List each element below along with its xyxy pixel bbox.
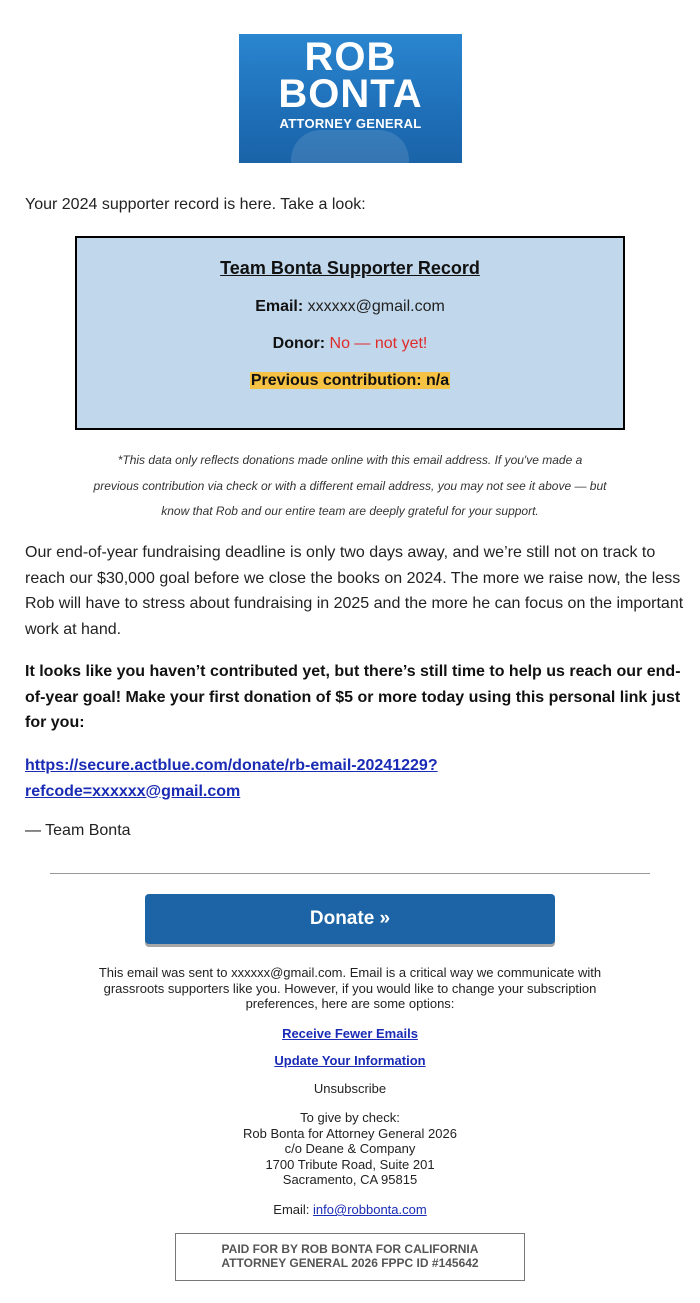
personal-donate-link[interactable] [25, 757, 438, 800]
footer-sent-line: This email was sent to xxxxxx@gmail.com. Email is a critical way we communicate with [98, 965, 602, 980]
donate-link-paragraph [25, 753, 685, 804]
logo-building-shape [291, 130, 409, 163]
logo-line-bonta: BONTA [278, 72, 423, 116]
logo-line-rob: ROB [304, 35, 397, 79]
disclaimer-line: *This data only reflects donations made online with this email address. If you've made a [117, 453, 583, 467]
record-donor-row [77, 335, 623, 353]
ask-paragraph: It looks like you haven’t contributed yet, but there’s still time to help us reach our end-of-year goal! Make your first donation of $5 or more today using this personal link just for you: [25, 663, 681, 731]
record-title: Team Bonta Supporter Record [220, 258, 480, 278]
rob-bonta-logo [239, 34, 462, 163]
check-address-line: c/o Deane & Company [284, 1141, 416, 1156]
check-address-block [70, 1110, 630, 1188]
record-previous-contribution: Previous contribution: n/a [250, 372, 450, 389]
footer-sent-notice [70, 965, 630, 1012]
record-email-value: xxxxxx@gmail.com [307, 298, 445, 315]
check-address-line: Rob Bonta for Attorney General 2026 [243, 1125, 457, 1141]
footer-email-link[interactable]: info@robbonta.com [313, 1202, 427, 1217]
supporter-record-box [75, 236, 625, 430]
check-address-line: Sacramento, CA 95815 [282, 1172, 418, 1187]
intro-text: Your 2024 supporter record is here. Take a look: [25, 196, 366, 213]
record-disclaimer [50, 448, 650, 525]
paid-for-line: ATTORNEY GENERAL 2026 FPPC ID #145642 [221, 1255, 479, 1270]
footer-update-row [70, 1053, 630, 1069]
donate-button[interactable]: Donate » [145, 894, 555, 944]
footer-contact-row [70, 1202, 630, 1218]
paid-for-line: PAID FOR BY ROB BONTA FOR CALIFORNIA [221, 1242, 479, 1256]
disclaimer-line: previous contribution via check or with a different email address, you may not see it above — but [93, 478, 607, 493]
signature: — Team Bonta [25, 822, 131, 839]
footer-fewer-row [70, 1026, 630, 1042]
record-email-label: Email: [255, 298, 304, 315]
footer-sent-line: preferences, here are some options: [245, 996, 455, 1011]
link-line-2: refcode=xxxxxx@gmail.com [25, 782, 241, 800]
logo-line-attorney-general: ATTORNEY GENERAL [279, 116, 422, 131]
receive-fewer-emails-link[interactable]: Receive Fewer Emails [282, 1026, 418, 1041]
divider [50, 873, 650, 874]
record-email-row [77, 298, 623, 316]
link-line-1: https://secure.actblue.com/donate/rb-email-20241229? [25, 757, 438, 774]
footer-sent-line: grassroots supporters like you. However, if you would like to change your subscription [103, 980, 597, 996]
record-donor-value: No — not yet! [329, 335, 428, 352]
update-information-link[interactable]: Update Your Information [274, 1053, 426, 1068]
record-donor-label: Donor: [272, 335, 326, 352]
unsubscribe-link[interactable]: Unsubscribe [313, 1081, 387, 1096]
record-previous-row [77, 372, 623, 390]
disclaimer-line: know that Rob and our entire team are deeply grateful for your support. [161, 504, 539, 518]
check-address-line: 1700 Tribute Road, Suite 201 [265, 1156, 435, 1172]
footer-email-label: Email: [273, 1202, 310, 1217]
paid-for-disclaimer [175, 1233, 525, 1281]
check-heading: To give by check: [300, 1110, 400, 1125]
deadline-paragraph: Our end-of-year fundraising deadline is only two days away, and we’re still not on track to reach our $30,000 goal before we close the books on 2024. The more we raise now, the less Rob will have to stress about fundraising in 2025 and the more he can focus on the important work at hand. [25, 544, 684, 638]
